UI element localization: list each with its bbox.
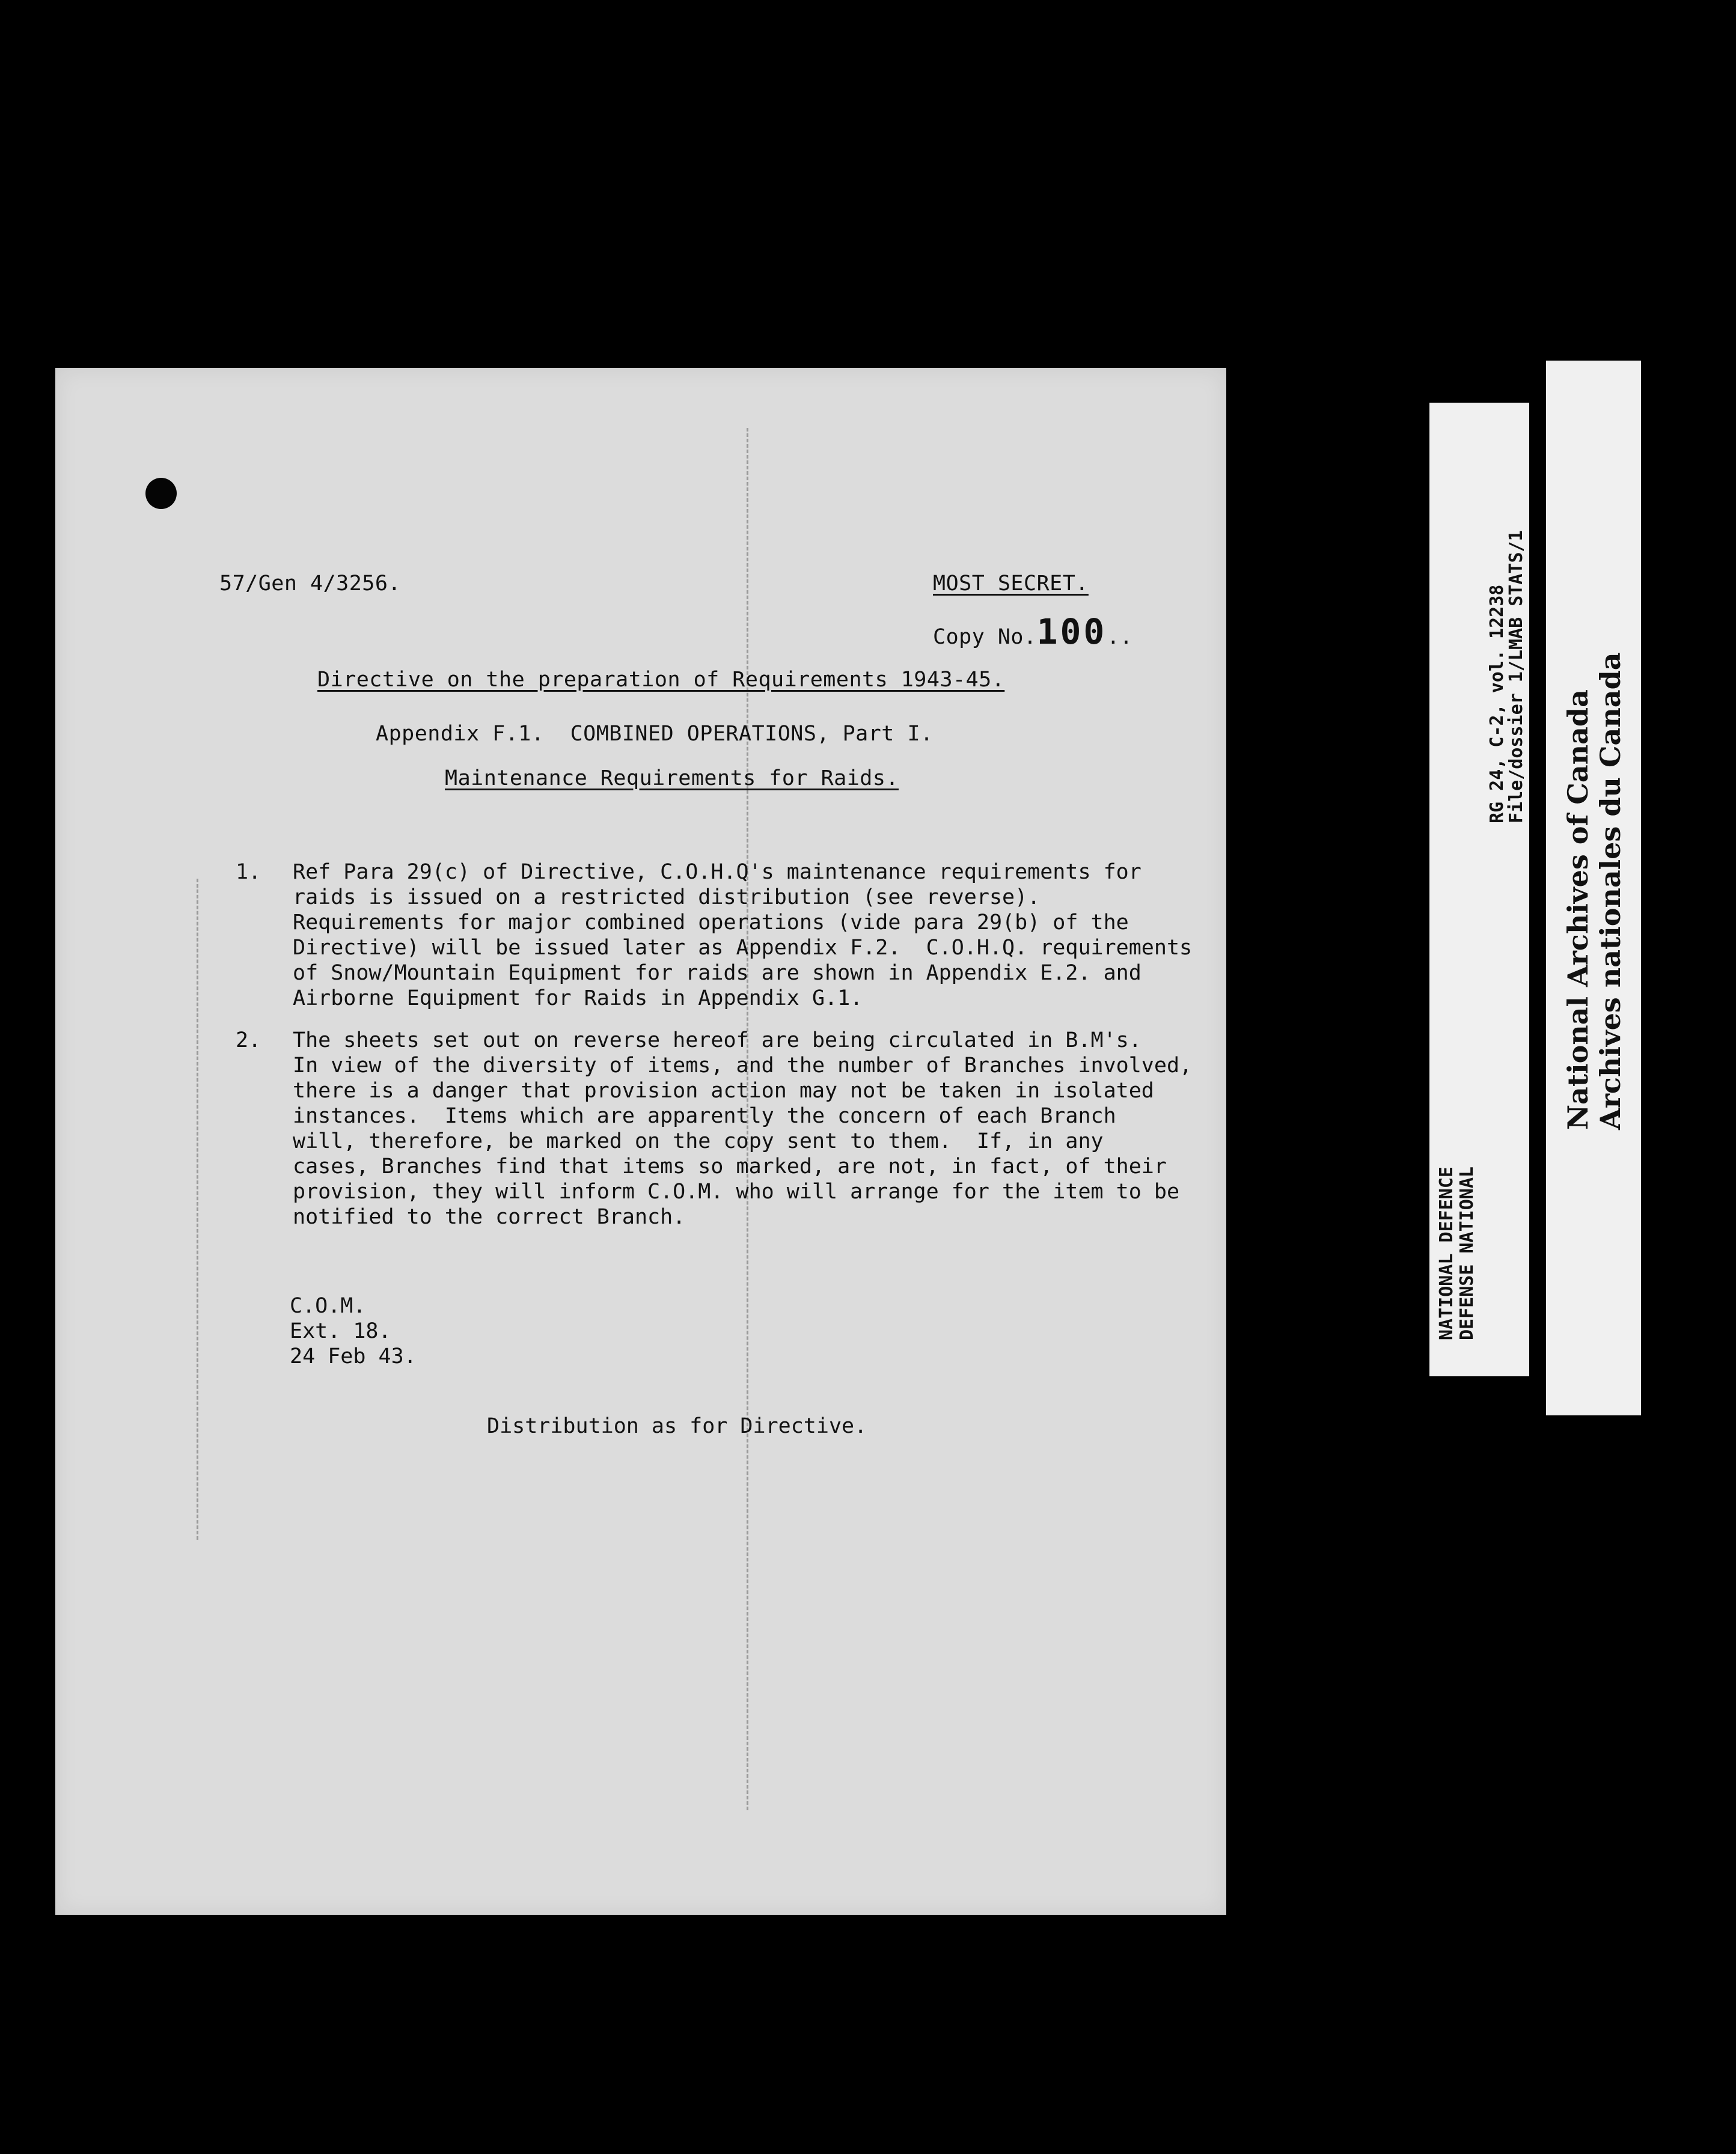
signature-line: 24 Feb 43. <box>290 1344 417 1368</box>
department-en: NATIONAL DEFENCE <box>1436 1167 1457 1340</box>
record-group-reference: RG 24, C-2, vol. 12238 <box>1487 584 1508 823</box>
paragraph-line: In view of the diversity of items, and the number of Branches involved, <box>293 1054 1193 1078</box>
document-title: Directive on the preparation of Requirements 1943-45. <box>317 668 1005 692</box>
copy-number-label: Copy No.100.. <box>933 611 1133 652</box>
paragraph-line: provision, they will inform C.O.M. who will arrange for the item to be <box>293 1180 1180 1204</box>
paragraph-line: raids is issued on a restricted distribution (see reverse). <box>293 885 1041 909</box>
paragraph-line: The sheets set out on reverse hereof are being circulated in B.M's. <box>293 1028 1142 1052</box>
paragraph-line: Requirements for major combined operations (vide para 29(b) of the <box>293 911 1129 935</box>
punch-hole <box>145 478 177 509</box>
paragraph-line: of Snow/Mountain Equipment for raids are shown in Appendix E.2. and <box>293 961 1142 985</box>
archives-canada-label <box>1546 361 1641 1415</box>
file-reference: 57/Gen 4/3256. <box>219 572 402 596</box>
fold-line <box>197 879 198 1540</box>
paragraph-number: 2. <box>236 1028 261 1052</box>
paragraph-line: Airborne Equipment for Raids in Appendix G.1. <box>293 986 863 1010</box>
appendix-heading: Appendix F.1. COMBINED OPERATIONS, Part I. <box>376 722 934 746</box>
signature-line: Ext. 18. <box>290 1319 391 1343</box>
archives-name-en: National Archives of Canada <box>1562 689 1594 1130</box>
document-subtitle: Maintenance Requirements for Raids. <box>445 766 899 790</box>
paragraph-line: there is a danger that provision action may not be taken in isolated <box>293 1079 1154 1103</box>
signature-line: C.O.M. <box>290 1294 366 1318</box>
paragraph-line: Ref Para 29(c) of Directive, C.O.H.Q's maintenance requirements for <box>293 860 1142 884</box>
paragraph-line: cases, Branches find that items so marked, are not, in fact, of their <box>293 1155 1167 1179</box>
classification-marking: MOST SECRET. <box>933 572 1089 596</box>
file-dossier-reference: File/dossier 1/LMAB STATS/1 <box>1506 530 1527 823</box>
paragraph-line: Directive) will be issued later as Appendix F.2. C.O.H.Q. requirements <box>293 936 1193 960</box>
paragraph-number: 1. <box>236 860 261 884</box>
paragraph-line: will, therefore, be marked on the copy sent to them. If, in any <box>293 1129 1104 1153</box>
copy-number-value: 100 <box>1036 611 1107 652</box>
paragraph-line: instances. Items which are apparently the concern of each Branch <box>293 1104 1116 1128</box>
paragraph-line: notified to the correct Branch. <box>293 1205 686 1229</box>
archive-reference-label <box>1429 403 1529 1376</box>
distribution-note: Distribution as for Directive. <box>487 1414 867 1438</box>
archives-name-fr: Archives nationales du Canada <box>1594 652 1627 1130</box>
department-fr: DEFENSE NATIONAL <box>1456 1167 1478 1340</box>
